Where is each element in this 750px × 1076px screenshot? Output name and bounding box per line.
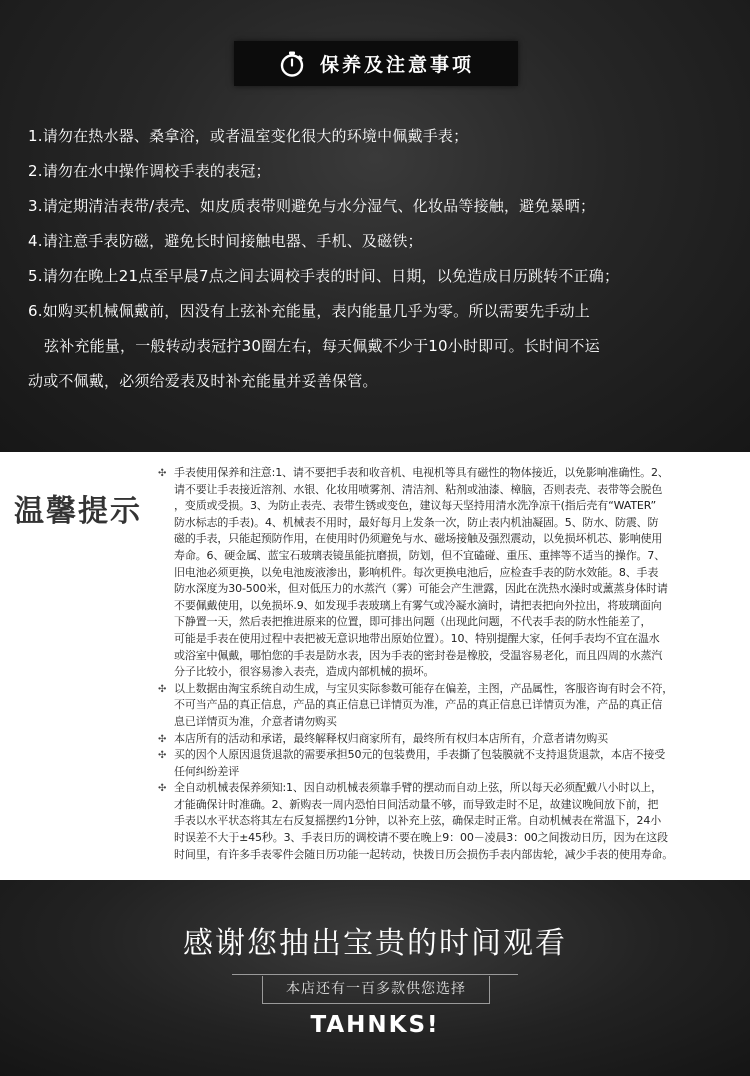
thanks-subtitle: 本店还有一百多款供您选择	[262, 976, 490, 1004]
divider	[232, 974, 518, 975]
tips-body	[158, 466, 748, 864]
tip-line	[158, 781, 748, 798]
bullet-icon: ✣	[158, 683, 167, 695]
stopwatch-icon	[278, 50, 306, 78]
care-item-continuation: 动或不佩戴，必须给爱表及时补充能量并妥善保管。	[28, 372, 378, 390]
tip-line	[158, 682, 748, 699]
tip-line: 下静置一天，然后表把推进原来的位置，即可排出问题（出现此问题，不代表手表的防水性能差了，	[174, 615, 652, 629]
tip-line: 防水标志的手表)。4、机械表不用时，最好每月上发条一次，防止表内机油凝固。5、防水、防震、防	[174, 515, 659, 529]
tip-line: 不可当产品的真正信息，产品的真正信息已详情页为准，产品的真正信息已详情页为准，产品的真正信	[174, 698, 663, 712]
bullet-icon: ✣	[158, 783, 167, 795]
tip-line: 才能确保计时准确。2、新购表一周内恐怕日间活动量不够，而导致走时不足，故建议晚间放下前，把	[174, 797, 659, 811]
care-item: 3.请定期清洁表带/表壳、如皮质表带则避免与水分湿气、化妆品等接触，避免暴晒；	[28, 197, 596, 215]
tip-line: 不要佩戴使用，以免损坏.9、如发现手表玻璃上有雾气或冷凝水滴时，请把表把向外拉出，将玻璃面向	[174, 598, 662, 612]
care-title-banner	[234, 41, 518, 86]
tip-text: 买的因个人原因退货退款的需要承担50元的包装费用，手表撕了包装膜就不支持退货退款，本店不接受	[174, 748, 666, 762]
bullet-icon: ✣	[158, 733, 167, 745]
tips-section	[0, 452, 750, 880]
tip-text: 全自动机械表保养须知:1、因自动机械表须靠手臂的摆动而自动上弦，所以每天必须配戴八小时以上，	[174, 781, 662, 795]
tip-line: 时间里，有许多手表零件会随日历功能一起转动，快拨日历会损伤手表内部齿轮，减少手表的使用寿命。	[174, 847, 674, 861]
bullet-icon: ✣	[158, 750, 167, 762]
care-item: 6.如购买机械佩戴前，因没有上弦补充能量，表内能量几乎为零。所以需要先手动上	[28, 302, 590, 320]
care-list	[28, 128, 728, 408]
tip-line: ，变质或受损。3、为防止表壳、表带生锈或变色，建议每天坚持用清水洗净凉干(指后壳有“WATER”	[174, 499, 657, 513]
tip-text: 手表使用保养和注意:1、请不要把手表和收音机、电视机等具有磁性的物体接近，以免影响准确性。2、	[174, 466, 669, 479]
tip-line	[158, 732, 748, 749]
tip-line: 息已详情页为准，介意者请勿购买	[174, 714, 337, 728]
thanks-english: TAHNKS!	[310, 1012, 440, 1038]
tip-line	[158, 466, 748, 483]
tip-line: 防水深度为30-500米，但对低压力的水蒸汽（雾）可能会产生泄露，因此在洗热水澡时或薰蒸身体时请	[174, 582, 668, 596]
tip-line	[158, 748, 748, 765]
bullet-icon: ✣	[158, 468, 167, 479]
thanks-section	[0, 880, 750, 1076]
care-item: 2.请勿在水中操作调校手表的表冠；	[28, 162, 271, 180]
tip-line: 请不要让手表接近溶剂、水银、化妆用喷雾剂、清洁剂、粘剂或油漆、樟脑，否则表壳、表带等会脱色	[174, 482, 663, 496]
tip-text: 以上数据由淘宝系统自动生成，与宝贝实际参数可能存在偏差，主图，产品属性，客服咨询有时会不符，	[174, 681, 674, 695]
tip-text: 本店所有的活动和承诺，最终解释权归商家所有，最终所有权归本店所有，介意者请勿购买	[174, 731, 608, 745]
care-item: 1.请勿在热水器、桑拿浴，或者温室变化很大的环境中佩戴手表；	[28, 127, 469, 145]
tip-line: 任何纠纷差评	[174, 764, 240, 778]
tip-line: 磁的手表，只能起预防作用，在使用时仍须避免与水、磁场接触及强烈震动，以免损坏机芯、影响使用	[174, 532, 663, 546]
care-item: 5.请勿在晚上21点至早晨7点之间去调校手表的时间、日期，以免造成日历跳转不正确；	[28, 267, 620, 285]
care-item: 4.请注意手表防磁，避免长时间接触电器、手机、及磁铁；	[28, 232, 423, 250]
tip-line: 寿命。6、硬金属、蓝宝石玻璃表镜虽能抗磨损，防划，但不宜磕碰、重压、重摔等不适当的操作。7、	[174, 548, 666, 562]
tips-title: 温馨提示	[14, 494, 142, 529]
thanks-title: 感谢您抽出宝贵的时间观看	[183, 926, 567, 961]
tip-line: 分子比较小，很容易渗入表壳，造成内部机械的损坏。	[174, 665, 435, 679]
tip-line: 时误差不大于±45秒。3、手表日历的调校请不要在晚上9：00－凌晨3：00之间拨动日历，因为在这段	[174, 831, 668, 845]
care-title: 保养及注意事项	[319, 54, 474, 76]
care-item-continuation: 弦补充能量，一般转动表冠拧30圈左右，每天佩戴不少于10小时即可。长时间不运	[44, 337, 600, 355]
tip-line: 可能是手表在使用过程中表把被无意识地带出原始位置）。10、特别提醒大家，任何手表均不宜在温水	[174, 631, 660, 645]
tip-line: 或浴室中佩戴，哪怕您的手表是防水表，因为手表的密封卷是橡胶，受温容易老化，而且四周的水蒸汽	[174, 648, 663, 662]
care-section	[0, 0, 750, 452]
tip-line: 旧电池必须更换，以免电池废液渗出，影响机件。每次更换电池后，应检查手表的防水效能。8、手表	[174, 565, 659, 579]
tip-line: 手表以水平状态将其左右反复摇摆约1分钟，以补充上弦，确保走时正常。自动机械表在常温下，24小	[174, 814, 662, 828]
